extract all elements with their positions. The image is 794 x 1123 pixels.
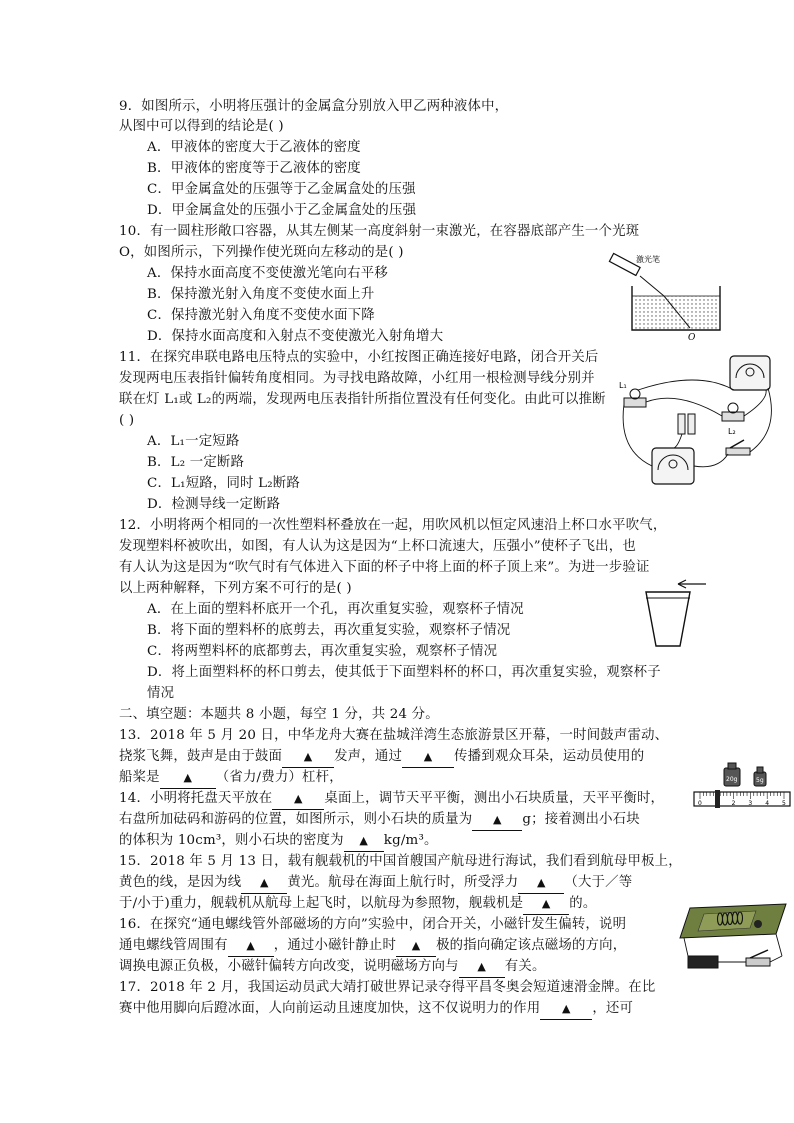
q12-option-a: A．在上面的塑料杯底开一个孔，再次重复实验，观察杯子情况 — [147, 602, 524, 617]
q14-text-d: g；接着测出小石块 — [522, 812, 640, 827]
q11-option-a: A．L₁一定短路 — [147, 434, 240, 449]
q17-text-a: 赛中他用脚向后蹬冰面，人向前运动且速度加快，这不仅说明力的作用 — [119, 1001, 541, 1016]
q15-blank-1[interactable] — [241, 873, 287, 894]
q16-text-b: ，通过小磁针静止时 — [273, 938, 397, 953]
q12-option-d: D．将上面塑料杯的杯口剪去，使其低于下面塑料杯的杯口，再次重复实验，观察杯子 — [147, 665, 661, 680]
q10-stem: 10．有一圆柱形敞口容器，从其左侧某一高度斜射一束激光，在容器底部产生一个光斑 — [119, 224, 640, 239]
q12-stem-line-2: 发现塑料杯被吹出，如图，有人认为这是因为“上杯口流速大，压强小”使杯子飞出，也 — [119, 539, 636, 554]
q16-text-e: 有关。 — [504, 959, 546, 974]
blank-mark-icon: ▲ — [259, 876, 269, 889]
plastic-cups-figure — [640, 574, 710, 650]
switch-base — [726, 448, 750, 455]
q16-line-1: 16．在探究“通电螺线管外部磁场的方向”实验中，闭合开关，小磁针发生偏转，说明 — [119, 917, 627, 932]
water-body — [633, 296, 719, 329]
q13-line-2 — [119, 747, 644, 768]
wire-6 — [750, 388, 771, 452]
section-fill-in-heading: 二、填空题：本题共 8 小题，每空 1 分，共 24 分。 — [119, 707, 439, 722]
q11-option-d: D．检测导线一定断路 — [147, 497, 281, 512]
blank-mark-icon: ▲ — [246, 939, 256, 952]
weight-5g-knob — [757, 767, 763, 773]
rider-tick-label: 3 — [748, 800, 753, 807]
q16-blank-1[interactable] — [228, 936, 274, 957]
q11-option-b: B．L₂ 一定断路 — [147, 455, 245, 470]
q12-option-c: C．将两塑料杯的底都剪去，再次重复实验，观察杯子情况 — [147, 644, 498, 659]
rider-slider — [715, 790, 720, 808]
blank-mark-icon: ▲ — [477, 960, 487, 973]
q11-stem-line-2: 发现两电压表指针偏转角度相同。为寻找电路故障，小红用一根检测导线分别并 — [119, 371, 595, 386]
q15-line-2 — [119, 873, 632, 894]
q12-stem-line-1: 12．小明将两个相同的一次性塑料杯叠放在一起，用吹风机以恒定风速沿上杯口水平吹气， — [119, 518, 667, 533]
rider-scale-bar — [694, 792, 790, 806]
series-circuit-figure — [618, 350, 782, 498]
q16-text-d: 调换电源正负极，小磁针偏转方向改变，说明磁场方向与 — [119, 959, 459, 974]
q14-text-e: 的体积为 10cm³，则小石块的密度为 — [119, 833, 344, 848]
spot-o-label: O — [688, 333, 696, 342]
q12-stem-line-3: 有人认为这是因为“吹气时有气体进入下面的杯子中将上面的杯子顶上来”。为进一步验证 — [119, 560, 650, 575]
q10-option-a: A．保持水面高度不变使激光笔向右平移 — [147, 266, 388, 281]
q13-line-1: 13．2018 年 5 月 20 日，中华龙舟大赛在盐城洋湾生态旅游景区开幕，一时间鼓声雷动、 — [119, 728, 669, 743]
q13-blank-1[interactable] — [282, 747, 334, 768]
wire-5 — [694, 454, 728, 467]
switch-lever — [730, 440, 744, 448]
battery-1 — [678, 414, 685, 434]
q14-text-f: kg/m³。 — [383, 833, 438, 848]
q10-option-b: B．保持激光射入角度不变使水面上升 — [147, 287, 375, 302]
q11-stem-line-4: ( ) — [119, 413, 135, 428]
q9-stem: 9．如图所示，小明将压强计的金属盒分别放入甲乙两种液体中， — [119, 99, 509, 114]
q12-option-b: B．将下面的塑料杯的底剪去，再次重复实验，观察杯子情况 — [147, 623, 511, 638]
q10-option-c: C．保持激光射入角度不变使水面下降 — [147, 308, 375, 323]
voltmeter-top — [730, 356, 770, 390]
q13-text-b: 发声，通过 — [334, 749, 403, 764]
battery-2 — [688, 414, 695, 434]
rider-tick-label: 2 — [731, 800, 736, 807]
q9-option-a: A．甲液体的密度大于乙液体的密度 — [147, 140, 361, 155]
blank-mark-icon: ▲ — [359, 834, 369, 847]
q15-text-b: 黄光。航母在海面上航行时，所受浮力 — [287, 875, 519, 890]
wire-4 — [623, 404, 652, 466]
q17-line-1: 17．2018 年 2 月，我国运动员武大靖打破世界记录夺得平昌冬奥会短道速滑金牌。在比 — [119, 980, 656, 995]
q14-line-1 — [119, 789, 664, 810]
q16-blank-2[interactable] — [396, 936, 436, 957]
q9-option-b: B．甲液体的密度等于乙液体的密度 — [147, 161, 361, 176]
solenoid-figure — [676, 900, 790, 976]
blank-mark-icon: ▲ — [294, 792, 303, 805]
q15-blank-2[interactable] — [518, 873, 564, 894]
rider-tick-label: 0 — [698, 800, 702, 807]
q11-option-c: C．L₁短路，同时 L₂断路 — [147, 476, 300, 491]
q13-text-e: （省力/费力）杠杆， — [215, 770, 343, 785]
q16-text-c: 极的指向确定该点磁场的方向， — [436, 938, 627, 953]
rider-tick-label: 4 — [765, 800, 770, 807]
q17-text-b: ，还可 — [592, 1001, 634, 1016]
weight-20g-knob — [728, 763, 736, 769]
q14-blank-3[interactable] — [344, 831, 384, 852]
q9-option-c: C．甲金属盒处的压强等于乙金属盒处的压强 — [147, 182, 416, 197]
q14-blank-1[interactable] — [272, 789, 324, 810]
switch — [746, 958, 770, 966]
q13-text-c: 传播到观众耳朵，运动员使用的 — [454, 749, 645, 764]
lamp-l2-label: L₂ — [728, 427, 736, 436]
q14-text-a: 14．小明将托盘天平放在 — [119, 791, 273, 806]
laser-beam-air — [640, 276, 664, 296]
laser-container-figure — [602, 250, 732, 342]
q16-line-2 — [119, 936, 626, 957]
q11-stem-line-3: 联在灯 L₁或 L₂的两端，发现两电压表指针所指位置没有任何变化。由此可以推断 — [119, 392, 606, 407]
q14-line-3 — [119, 831, 438, 852]
compass-needle — [754, 920, 762, 928]
q14-blank-2[interactable] — [472, 810, 522, 831]
q17-blank-1[interactable] — [540, 999, 592, 1020]
q13-line-3 — [119, 768, 343, 789]
q15-text-e: 的。 — [569, 896, 597, 911]
balance-weights-figure — [690, 760, 794, 816]
blank-mark-icon: ▲ — [541, 897, 551, 910]
q13-text-d: 船桨是 — [119, 770, 160, 785]
q15-text-c: （大于／等 — [564, 875, 633, 890]
q15-text-a: 黄色的线，是因为线 — [119, 875, 242, 890]
cup-outline — [646, 592, 690, 646]
q17-line-2 — [119, 999, 633, 1020]
lamp-l1-label: L₁ — [619, 381, 627, 390]
q10-option-d: D．保持水面高度和入射点不变使激光入射角增大 — [147, 329, 444, 344]
blank-mark-icon: ▲ — [183, 771, 193, 784]
q9-stem-cont: 从图中可以得到的结论是( ) — [119, 119, 284, 134]
weight-20g-label: 20g — [726, 776, 738, 783]
power-supply — [688, 956, 718, 968]
q15-line-1: 15．2018 年 5 月 13 日，载有舰载机的中国首艘国产航母进行海试，我们看到航母甲板上， — [119, 854, 682, 869]
blank-mark-icon: ▲ — [303, 750, 313, 763]
rider-tick-label: 5 — [782, 800, 786, 807]
blank-mark-icon: ▲ — [411, 939, 421, 952]
q12-option-d-cont: 情况 — [147, 686, 175, 701]
q10-stem-cont: O，如图所示，下列操作使光斑向左移动的是( ) — [119, 245, 404, 260]
q14-line-2 — [119, 810, 640, 831]
q16-text-a: 通电螺线管周围有 — [119, 938, 228, 953]
q15-line-3 — [119, 894, 596, 915]
blank-mark-icon: ▲ — [537, 876, 546, 889]
switch-lever — [750, 950, 768, 958]
q14-text-c: 右盘所加砝码和游码的位置，如图所示，则小石块的质量为 — [119, 812, 473, 827]
wire-2 — [744, 390, 766, 416]
q16-blank-3[interactable] — [459, 957, 505, 978]
q12-stem-line-4: 以上两种解释，下列方案不可行的是( ) — [119, 581, 352, 596]
q9-option-d: D．甲金属盒处的压强小于乙金属盒处的压强 — [147, 203, 417, 218]
wire-3 — [638, 380, 734, 390]
q13-text-a: 挠浆飞舞，鼓声是由于鼓面 — [119, 749, 283, 764]
q14-text-b: 桌面上，调节天平平衡，测出小石块质量，天平平衡时， — [324, 791, 665, 806]
q13-blank-3[interactable] — [160, 768, 216, 789]
q15-blank-3[interactable] — [523, 894, 569, 915]
q15-text-d: 于/小于)重力，舰载机从航母上起飞时，以航母为参照物，舰载机是 — [119, 896, 524, 911]
wire-1 — [646, 398, 722, 416]
blank-mark-icon: ▲ — [493, 813, 502, 826]
q13-blank-2[interactable] — [402, 747, 454, 768]
wire-7 — [674, 434, 682, 448]
laser-pen-label: 激光笔 — [636, 255, 660, 264]
blank-mark-icon: ▲ — [423, 750, 433, 763]
blank-mark-icon: ▲ — [561, 1002, 571, 1015]
q16-line-3 — [119, 957, 546, 978]
weight-5g-label: 5g — [756, 777, 764, 784]
q11-stem-line-1: 11．在探究串联电路电压特点的实验中，小红按图正确连接好电路，闭合开关后 — [119, 350, 599, 365]
